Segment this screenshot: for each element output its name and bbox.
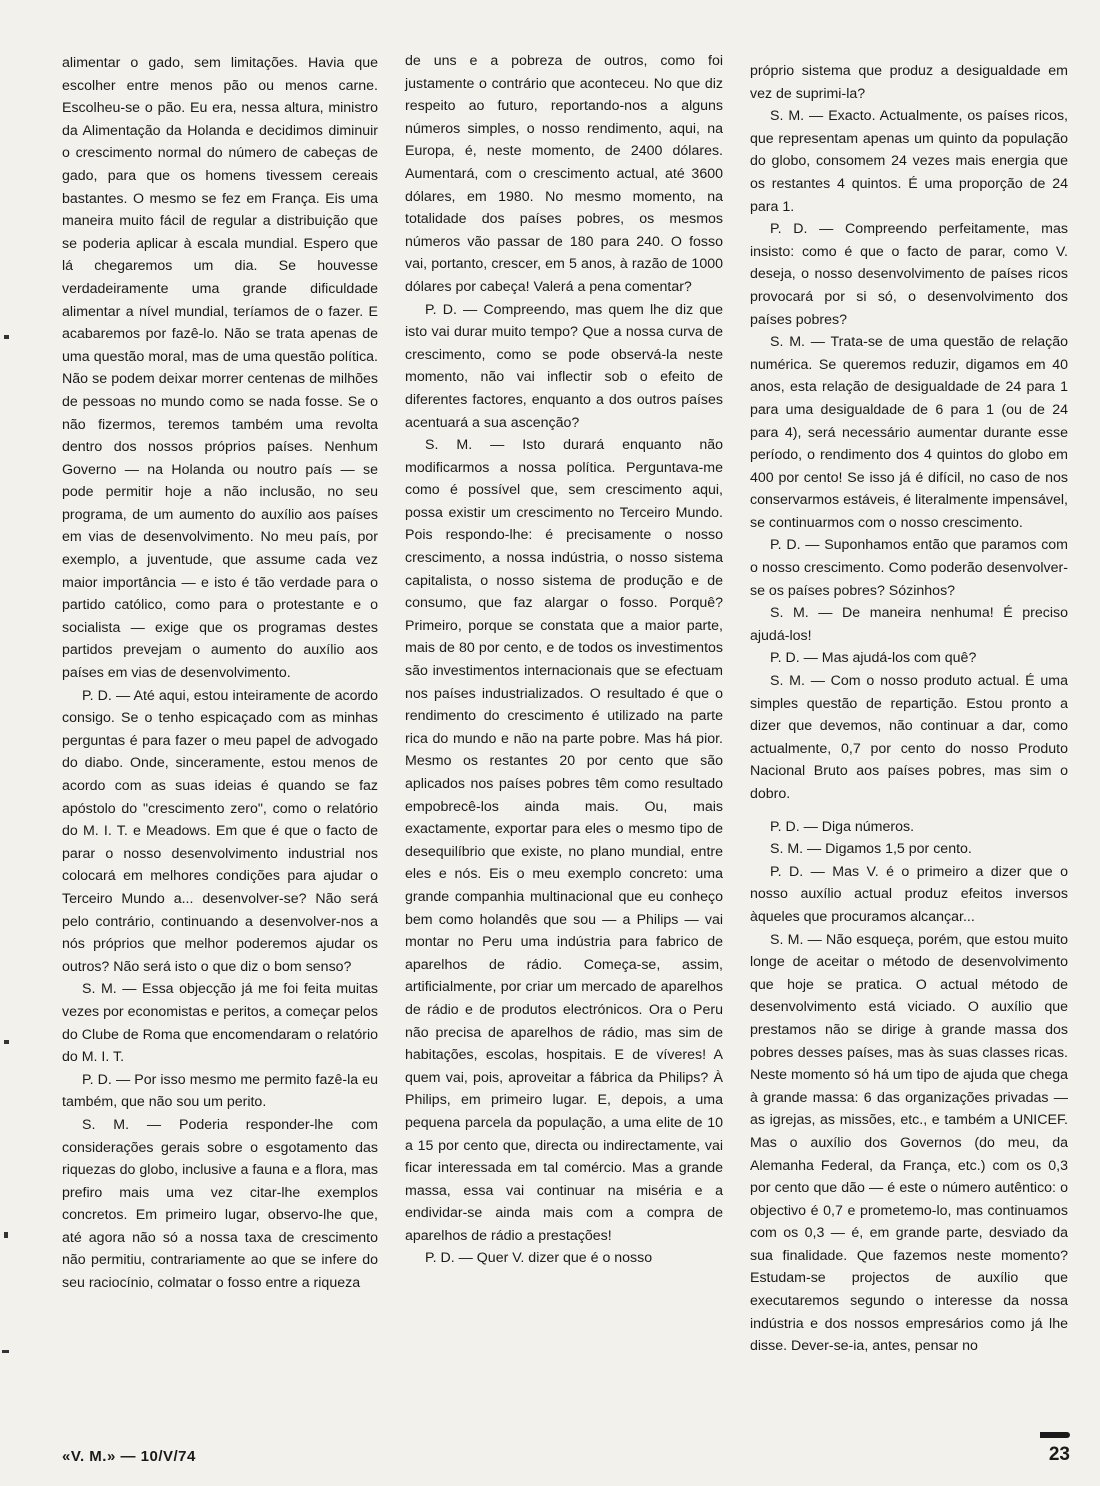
paragraph: P. D. — Mas ajudá-los com quê? bbox=[770, 650, 977, 667]
paragraph: P. D. — Diga números. bbox=[770, 818, 915, 835]
publication-footer: «V. M.» — 10/V/74 bbox=[62, 1448, 196, 1465]
paragraph: S. M. — Trata-se de uma questão de relação numérica. Se queremos reduzir, digamos em 40 anos, esta relação de desigualdade de 24 para 1 para uma desigualdade de 6 para 1 (ou de 24 para 4), será necessário aumentar durante esse período, o rendimento dos 4 quintos do globo em 400 por cento! Se isso já é difícil, no caso de nos conservarmos estáveis, é literalmente impensável, se continuarmos com o nosso crescimento. bbox=[750, 334, 1068, 531]
paragraph: S. M. — Com o nosso produto actual. É uma simples questão de repartição. Estou pronto a dizer que devemos, não continuar a dar, como actualmente, 0,7 por cento do nosso Produto Nacional Bruto aos países pobres, mas sim o dobro. bbox=[750, 673, 1068, 802]
margin-mark bbox=[4, 1232, 8, 1238]
text-column-1 bbox=[62, 52, 378, 1295]
paragraph: P. D. — Compreendo, mas quem lhe diz que isto vai durar muito tempo? Que a nossa curva de crescimento, como se pode observá-la neste momento, não vai inflectir sob o efeito de diferentes factores, enquanto a dos outros países acentuará a sua ascenção? bbox=[405, 301, 723, 431]
paragraph: P. D. — Até aqui, estou inteiramente de acordo consigo. Se o tenho espicaçado com as minhas perguntas é para fazer o meu papel de advogado do diabo. Onde, sinceramente, estou menos de acordo com as suas ideias é quando se faz apóstolo do "crescimento zero", como o relatório do M. I. T. e Meadows. Em que é que o facto de parar o nosso desenvolvimento industrial nos colocará em melhores condições para ajudar o Terceiro Mundo a... desenvolver-se? Não será pelo contrário, continuando a desenvolver-nos a nós próprios que melhor poderemos ajudar os outros? Não será isto o que diz o bom senso? bbox=[62, 687, 378, 975]
paragraph: S. M. — Essa objecção já me foi feita muitas vezes por economistas e peritos, a começar pelos do Clube de Roma que encomendaram o relatório do M. I. T. bbox=[62, 981, 378, 1066]
page-number: 23 bbox=[1048, 1444, 1070, 1465]
paragraph: S. M. — De maneira nenhuma! É preciso ajudá-los! bbox=[750, 605, 1068, 644]
paragraph: P. D. — Quer V. dizer que é o nosso bbox=[425, 1250, 653, 1267]
paragraph: próprio sistema que produz a desigualdade em vez de suprimi-la? bbox=[750, 63, 1068, 102]
paragraph: S. M. — Não esqueça, porém, que estou muito longe de aceitar o método de desenvolvimento que hoje se pratica. O actual método de desenvolvimento está viciado. O auxílio que prestamos não se dirige à grande massa dos pobres desses países, mas às suas classes ricas. Neste momento só há um tipo de ajuda que chega à grande massa: 6 das organizações privadas — as igrejas, as missões, etc., e também a UNICEF. Mas o auxílio dos Governos (do meu, da Alemanha Federal, da França, etc.) com os 0,3 por cento que dão — é este o número autêntico: o objectivo é 0,7 e prometemo-lo, mas continuamos com os 0,3 — é, em grande parte, desviado da sua finalidade. Que fazemos neste momento? Estudam-se projectos de auxílio que executaremos segundo o interesse da nossa indústria e dos nossos empresários como já lhe disse. Dever-se-ia, antes, pensar no bbox=[750, 931, 1068, 1355]
paragraph: alimentar o gado, sem limitações. Havia que escolher entre menos pão ou menos carne. Escolheu-se o pão. Eu era, nessa altura, ministro da Alimentação da Holanda e decidimos diminuir o crescimento normal do número de cabeças de gado, para que os homens tivessem cereais bastantes. O mesmo se fez em França. Eis uma maneira muito fácil de regular a distribuição que se poderia aplicar à escala mundial. Espero que lá chegaremos um dia. Se houvesse verdadeiramente uma grande dificuldade alimentar a nível mundial, teríamos de o fazer. E acabaremos por fazê-lo. Não se trata apenas de uma questão moral, mas de uma questão política. Não se podem deixar morrer centenas de milhões de pessoas no mundo como se nada fosse. Se o não fizermos, teremos também uma revolta dentro dos nossos próprios países. Nenhum Governo — na Holanda ou noutro país — se pode permitir hoje a não inclusão, no seu programa, de um aumento do auxílio aos países em vias de desenvolvimento. No meu país, por exemplo, a juventude, que assume cada vez maior importância — e isto é tão verdade para o partido católico, como para o protestante e o socialista — exige que os programas destes partidos prevejam o aumento do auxílio aos países em vias de desenvolvimento. bbox=[62, 55, 378, 682]
text-column-2 bbox=[405, 50, 723, 1270]
paragraph: S. M. — Digamos 1,5 por cento. bbox=[770, 841, 972, 858]
margin-mark bbox=[4, 1040, 9, 1044]
paragraph: S. M. — Exacto. Actualmente, os países ricos, que representam apenas um quinto da população do globo, consomem 24 vezes mais energia que os restantes 4 quintos. É uma proporção de 24 para 1. bbox=[750, 108, 1068, 215]
paragraph: de uns e a pobreza de outros, como foi justamente o contrário que aconteceu. No que diz respeito ao futuro, reportando-nos a alguns números simples, o nosso rendimento, aqui, na Europa, é, neste momento, de 2400 dólares. Aumentará, com o crescimento actual, até 3600 dólares, em 1980. No mesmo momento, na totalidade dos países pobres, os mesmos números vão passar de 180 para 240. O fosso vai, portanto, crescer, em 5 anos, à razão de 1000 dólares por cabeça! Valerá a pena comentar? bbox=[405, 53, 723, 295]
paragraph: P. D. — Por isso mesmo me permito fazê-la eu também, que não sou um perito. bbox=[62, 1071, 378, 1111]
paragraph: S. M. — Poderia responder-lhe com considerações gerais sobre o esgotamento das riquezas do globo, inclusive a fauna e a flora, mas prefiro mais uma vez citar-lhe exemplos concretos. Em primeiro lugar, observo-lhe que, até agora não só a nossa taxa de crescimento não permitiu, contrariamente ao que se infere do seu raciocínio, colmatar o fosso entre a riqueza bbox=[62, 1116, 378, 1292]
article-continues-mark bbox=[1040, 1432, 1070, 1438]
text-column-3 bbox=[750, 60, 1068, 1358]
margin-mark bbox=[2, 1350, 9, 1353]
paragraph: P. D. — Compreendo perfeitamente, mas insisto: como é que o facto de parar, como V. deseja, o nosso desenvolvimento de países ricos provocará por si só, o desenvolvimento dos países pobres? bbox=[750, 221, 1068, 328]
paragraph: P. D. — Suponhamos então que paramos com o nosso crescimento. Como poderão desenvolver-se os países pobres? Sózinhos? bbox=[750, 537, 1068, 599]
paragraph: P. D. — Mas V. é o primeiro a dizer que o nosso auxílio actual produz efeitos inversos àqueles que procuramos alcançar... bbox=[750, 863, 1068, 925]
margin-mark bbox=[4, 335, 9, 339]
paragraph: S. M. — Isto durará enquanto não modificarmos a nossa política. Perguntava-me como é possível que, sem crescimento aqui, possa existir um crescimento no Terceiro Mundo. Pois respondo-lhe: é precisamente o nosso crescimento, a nossa indústria, o nosso sistema capitalista, o nosso sistema de produção e de consumo, que faz alargar o fosso. Porquê? Primeiro, porque se constata que a maior parte, mais de 80 por cento, e de todos os investimentos são investimentos internacionais que se efectuam nos países industrializados. O resultado é que o rendimento do crescimento é utilizado na parte rica do mundo e não na parte pobre. Mas há pior. Mesmo os restantes 20 por cento que são aplicados nos países pobres têm como resultado empobrecê-los ainda mais. Ou, mais exactamente, exportar para eles o mesmo tipo de desequilíbrio que existe, no plano mundial, entre eles e nós. Eis o meu exemplo concreto: uma grande companhia multinacional que eu conheço bem como holandês que sou — a Philips — vai montar no Peru uma indústria para fabrico de aparelhos de rádio. Começa-se, assim, artificialmente, por criar um mercado de aparelhos de rádio e de produtos electrónicos. Ora o Peru não precisa de aparelhos de rádio, mas sim de habitações, escolas, hospitais. E de víveres! A quem vai, pois, aproveitar a fábrica da Philips? À Philips, em primeiro lugar. E, depois, a uma pequena parcela da população, a uma elite de 10 a 15 por cento que, directa ou indirectamente, vai ficar interessada em tal comércio. Mas a grande massa, essa vai continuar na miséria e a endividar-se ainda mais com a compra de aparelhos de rádio a prestações! bbox=[405, 437, 723, 1244]
